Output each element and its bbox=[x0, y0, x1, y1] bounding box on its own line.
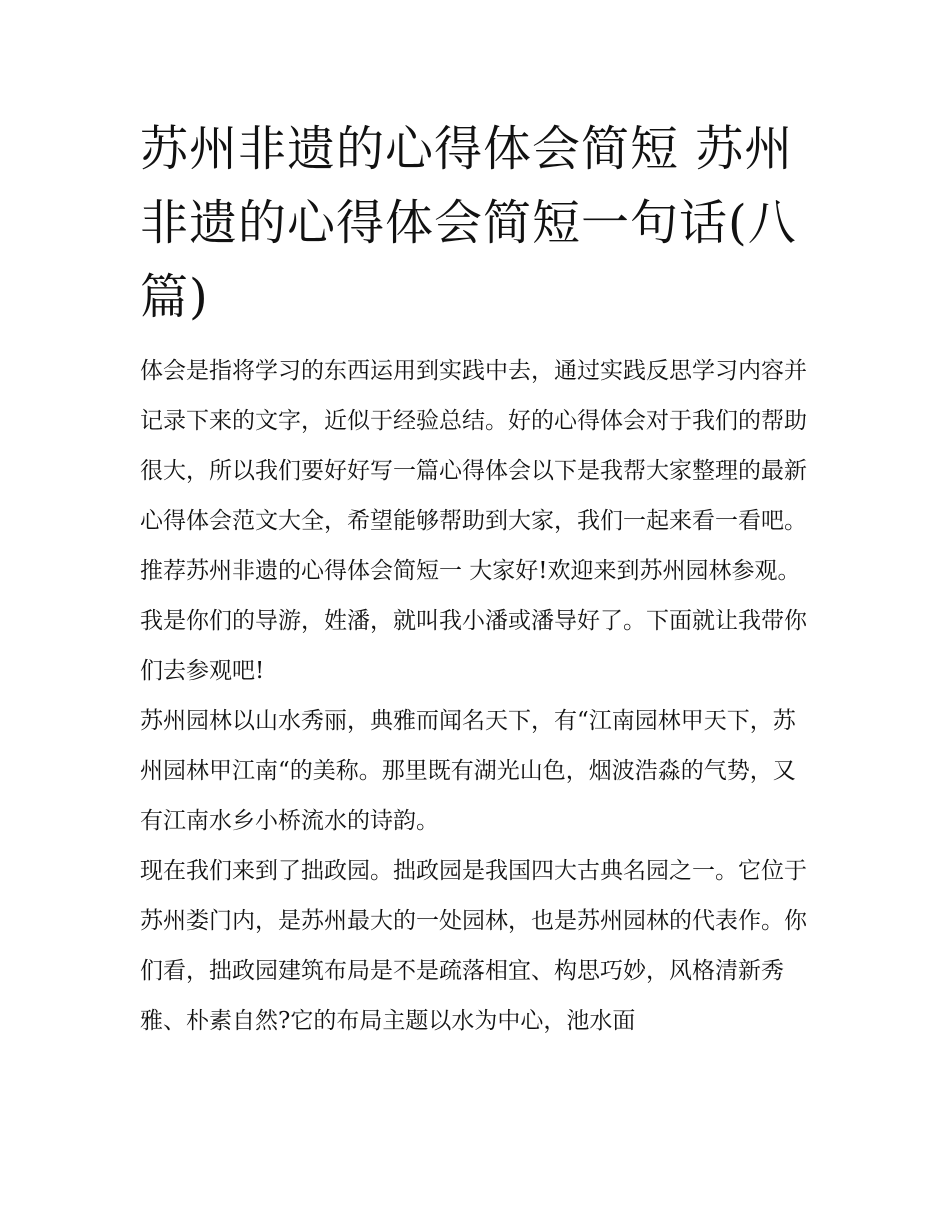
paragraph-welcome: 推荐苏州非遗的心得体会简短一 大家好!欢迎来到苏州园林参观。我是你们的导游，姓潘，就叫我小潘或潘导好了。下面就让我带你们去参观吧! bbox=[140, 558, 807, 684]
document-page bbox=[140, 112, 812, 1046]
paragraph-suzhou-gardens: 苏州园林以山水秀丽，典雅而闻名天下，有“江南园林甲天下，苏州园林甲江南“的美称。那里既有湖光山色，烟波浩淼的气势，又有江南水乡小桥流水的诗韵。 bbox=[140, 708, 796, 834]
document-title: 苏州非遗的心得体会简短 苏州非遗的心得体会简短一句话(八篇) bbox=[140, 121, 797, 325]
paragraph-intro: 体会是指将学习的东西运用到实践中去，通过实践反思学习内容并记录下来的文字，近似于经验总结。好的心得体会对于我们的帮助很大，所以我们要好好写一篇心得体会以下是我帮大家整理的最新心得体会范文大全，希望能够帮助到大家，我们一起来看一看吧。 bbox=[140, 358, 807, 534]
paragraph-zhuozheng-garden: 现在我们来到了拙政园。拙政园是我国四大古典名园之一。它位于苏州娄门内，是苏州最大的一处园林，也是苏州园林的代表作。你们看，拙政园建筑布局是不是疏落相宜、构思巧妙，风格清新秀雅、朴素自然?它的布局主题以水为中心，池水面 bbox=[140, 858, 807, 1034]
